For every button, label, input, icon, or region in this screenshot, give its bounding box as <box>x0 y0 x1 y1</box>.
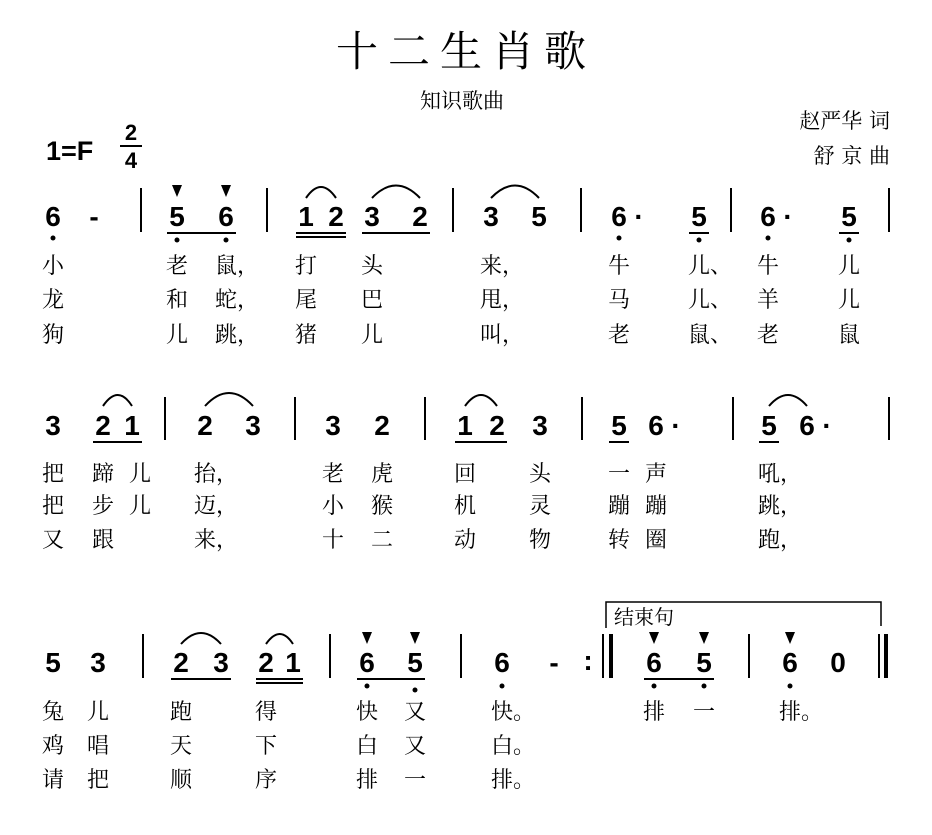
lyric-char: 尾 <box>294 288 318 313</box>
lyric-char: 把 <box>41 494 65 519</box>
lyric-char: 打 <box>294 254 318 279</box>
lyric-char: 一 <box>607 462 631 487</box>
lyric-char: 动 <box>453 528 477 553</box>
octave-dot <box>365 684 370 689</box>
lyric-char: 圈 <box>644 528 668 553</box>
lyric-char: 羊 <box>756 288 780 313</box>
slur <box>769 395 807 406</box>
note: 0 <box>830 647 846 678</box>
note: 5 <box>841 201 857 232</box>
lyric-char: 序 <box>254 768 278 793</box>
lyric-char: 小 <box>321 494 345 519</box>
lyric-char: 跑 <box>169 700 193 725</box>
lyric-verse-1 <box>42 462 802 487</box>
lyric-char: 牛 <box>607 254 631 279</box>
lyric-char: 下 <box>254 734 278 759</box>
lyric-char: 马 <box>607 288 631 313</box>
octave-dot <box>697 238 702 243</box>
staff-line-2 <box>42 393 889 553</box>
lyric-char: 儿、 <box>688 254 733 279</box>
slur <box>181 633 221 644</box>
note: 3 <box>483 201 499 232</box>
lyric-char: 老 <box>321 462 345 487</box>
lyric-char: 声 <box>644 462 668 487</box>
augmentation-dot: · <box>822 410 832 441</box>
coda-label: 结束句 <box>614 605 674 629</box>
lyric-char: 蛇， <box>215 288 260 313</box>
lyric-char: 儿 <box>128 462 152 487</box>
lyric-char: 鼠 <box>837 323 861 348</box>
key-signature: 1=F <box>46 136 94 166</box>
lyric-char: 快。 <box>491 700 536 725</box>
time-signature-top: 2 <box>124 120 138 145</box>
lyric-char: 鼠， <box>215 254 260 279</box>
note: 2 <box>489 410 505 441</box>
lyric-char: 头 <box>360 254 384 279</box>
lyric-char: 头 <box>528 462 552 487</box>
note: 6 <box>359 647 375 678</box>
note: 6 <box>646 647 662 678</box>
note: 6 <box>760 201 776 232</box>
note: 3 <box>532 410 548 441</box>
lyric-char: 叫， <box>480 323 525 348</box>
repeat-dots: : <box>583 645 593 676</box>
lyric-char: 把 <box>86 768 110 793</box>
lyric-verse-1 <box>42 700 823 725</box>
note: 2 <box>258 647 274 678</box>
slur <box>103 395 132 406</box>
octave-dot <box>51 236 56 241</box>
note: 2 <box>328 201 344 232</box>
lyric-char: 顺 <box>169 768 193 793</box>
lyric-char: 白。 <box>491 734 536 759</box>
lyric-char: 又 <box>403 734 427 759</box>
note: 3 <box>364 201 380 232</box>
note: 6 <box>494 647 510 678</box>
song-title: 十二生肖歌 <box>335 27 597 76</box>
note: 1 <box>285 647 301 678</box>
lyric-char: 虎 <box>370 462 394 487</box>
lyric-char: 老 <box>165 254 189 279</box>
lyric-char: 猪 <box>294 323 318 348</box>
octave-dot <box>788 684 793 689</box>
note: 3 <box>45 410 61 441</box>
accent-mark <box>649 632 659 644</box>
note: 1 <box>124 410 140 441</box>
lyric-char: 步 <box>91 494 115 519</box>
lyric-char: 灵 <box>528 494 552 519</box>
staff-line-3 <box>42 602 886 793</box>
note: 3 <box>90 647 106 678</box>
slur <box>491 186 539 199</box>
lyric-char: 得 <box>254 700 278 725</box>
lyric-char: 小 <box>41 254 65 279</box>
lyric-char: 猴 <box>370 494 394 519</box>
slur <box>205 393 253 406</box>
note: 5 <box>45 647 61 678</box>
lyric-char: 巴 <box>360 288 384 313</box>
octave-dot <box>766 236 771 241</box>
octave-dot <box>652 684 657 689</box>
note: 2 <box>95 410 111 441</box>
lyric-char: 儿 <box>86 700 110 725</box>
lyric-char: 又 <box>41 528 65 553</box>
lyric-char: 兔 <box>41 700 65 725</box>
note: 6 <box>218 201 234 232</box>
lyric-char: 一 <box>403 768 427 793</box>
accent-mark <box>172 185 182 197</box>
lyric-char: 儿 <box>165 323 189 348</box>
lyric-verse-2 <box>42 288 860 313</box>
slur <box>266 634 293 644</box>
lyric-char: 鸡 <box>41 734 65 759</box>
lyric-char: 甩， <box>480 288 525 313</box>
lyric-char: 来， <box>480 254 525 279</box>
lyric-char: 排 <box>642 700 666 725</box>
lyric-char: 机 <box>453 494 477 519</box>
lyric-char: 牛 <box>756 254 780 279</box>
staff-line-1 <box>42 185 889 348</box>
note: 5 <box>531 201 547 232</box>
note: 3 <box>213 647 229 678</box>
lyric-char: 跳， <box>215 323 260 348</box>
composer-credit: 舒 京 曲 <box>813 144 890 168</box>
note: 2 <box>173 647 189 678</box>
lyric-char: 回 <box>453 462 477 487</box>
note: 1 <box>457 410 473 441</box>
lyric-char: 排。 <box>491 768 536 793</box>
lyric-char: 迈， <box>194 494 239 519</box>
lyric-char: 二 <box>370 528 394 553</box>
lyric-char: 龙 <box>41 288 65 313</box>
note: 1 <box>298 201 314 232</box>
note: 2 <box>412 201 428 232</box>
note: 6 <box>782 647 798 678</box>
lyric-char: 跑， <box>758 528 803 553</box>
slur <box>306 187 336 198</box>
song-subtitle: 知识歌曲 <box>420 89 504 113</box>
lyric-char: 跳， <box>758 494 803 519</box>
note: 3 <box>325 410 341 441</box>
lyric-char: 一 <box>692 700 716 725</box>
accent-mark <box>699 632 709 644</box>
note: 6 <box>611 201 627 232</box>
note: 5 <box>611 410 627 441</box>
augmentation-dot: · <box>671 410 681 441</box>
lyric-char: 来， <box>194 528 239 553</box>
lyric-char: 天 <box>169 734 193 759</box>
note-dash: - <box>549 647 559 678</box>
octave-dot <box>847 238 852 243</box>
lyric-char: 快 <box>355 700 379 725</box>
lyric-char: 排。 <box>779 700 824 725</box>
lyric-char: 请 <box>41 768 65 793</box>
note: 2 <box>374 410 390 441</box>
lyric-char: 唱 <box>86 734 110 759</box>
octave-dot <box>500 684 505 689</box>
lyric-char: 蹄 <box>91 462 115 487</box>
lyric-char: 儿 <box>837 254 861 279</box>
lyric-char: 把 <box>41 462 65 487</box>
accent-mark <box>785 632 795 644</box>
lyricist-credit: 赵严华 词 <box>799 109 890 133</box>
lyric-char: 又 <box>403 700 427 725</box>
augmentation-dot: · <box>783 201 793 232</box>
note: 6 <box>799 410 815 441</box>
lyric-verse-3 <box>42 768 535 793</box>
octave-dot <box>224 238 229 243</box>
note: 5 <box>691 201 707 232</box>
lyric-char: 吼， <box>758 462 803 487</box>
lyric-char: 儿 <box>128 494 152 519</box>
octave-dot <box>175 238 180 243</box>
octave-dot <box>702 684 707 689</box>
augmentation-dot: · <box>634 201 644 232</box>
time-signature-bottom: 4 <box>124 148 138 173</box>
note: 6 <box>648 410 664 441</box>
lyric-verse-2 <box>42 734 535 759</box>
note: 5 <box>169 201 185 232</box>
note: 5 <box>696 647 712 678</box>
lyric-char: 转 <box>607 528 631 553</box>
lyric-char: 十 <box>321 528 345 553</box>
lyric-char: 鼠、 <box>688 323 733 348</box>
lyric-char: 儿、 <box>688 288 733 313</box>
lyric-char: 抬， <box>194 462 239 487</box>
lyric-verse-3 <box>42 323 860 348</box>
lyric-char: 排 <box>355 768 379 793</box>
octave-dot <box>413 688 418 693</box>
lyric-char: 蹦 <box>644 494 668 519</box>
lyric-verse-3 <box>42 528 802 553</box>
note: 5 <box>761 410 777 441</box>
accent-mark <box>410 632 420 644</box>
accent-mark <box>362 632 372 644</box>
lyric-char: 蹦 <box>607 494 631 519</box>
lyric-char: 跟 <box>91 528 115 553</box>
lyric-verse-1 <box>42 254 860 279</box>
lyric-char: 儿 <box>360 323 384 348</box>
lyric-char: 老 <box>756 323 780 348</box>
note-dash: - <box>89 201 99 232</box>
lyric-char: 儿 <box>837 288 861 313</box>
lyric-char: 老 <box>607 323 631 348</box>
lyric-verse-2 <box>42 494 802 519</box>
slur <box>372 186 420 199</box>
note: 2 <box>197 410 213 441</box>
slur <box>465 395 497 406</box>
lyric-char: 物 <box>528 528 552 553</box>
note: 5 <box>407 647 423 678</box>
note: 3 <box>245 410 261 441</box>
lyric-char: 白 <box>355 734 379 759</box>
lyric-char: 和 <box>165 288 189 313</box>
note: 6 <box>45 201 61 232</box>
lyric-char: 狗 <box>41 323 65 348</box>
octave-dot <box>617 236 622 241</box>
accent-mark <box>221 185 231 197</box>
